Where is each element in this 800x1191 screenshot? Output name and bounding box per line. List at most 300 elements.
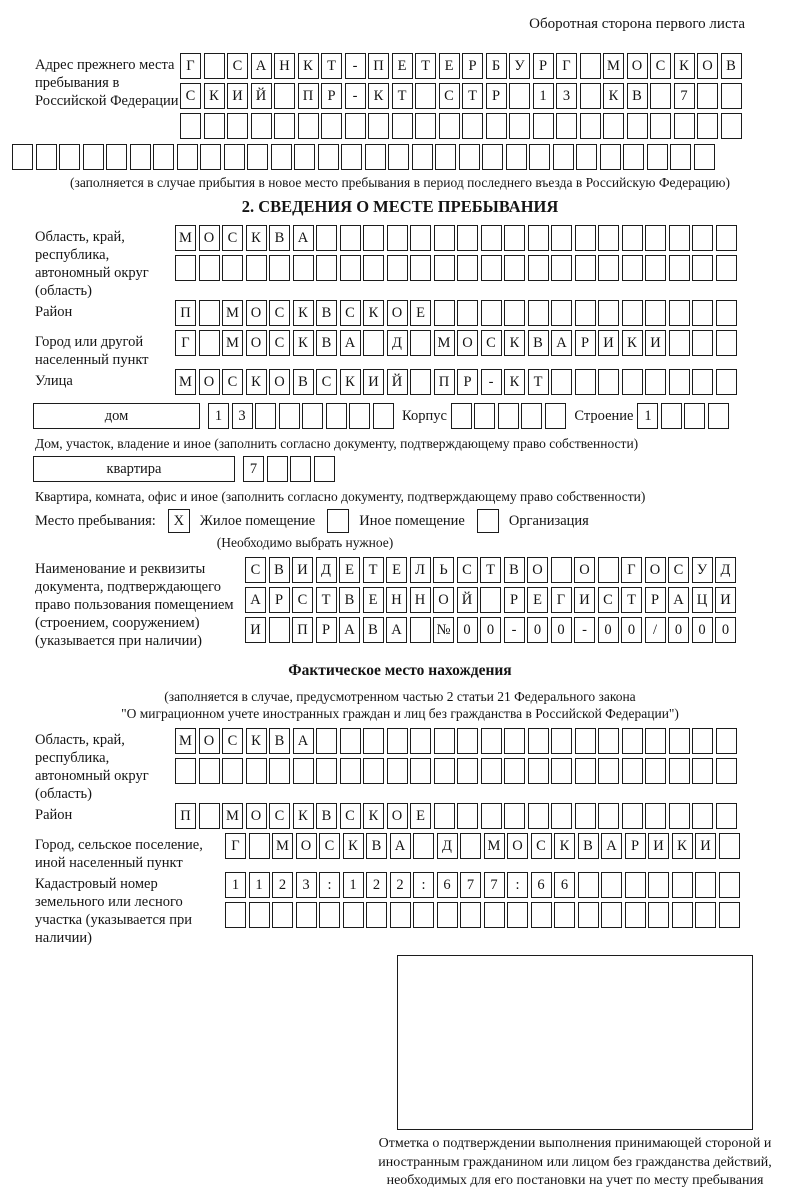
char-box[interactable]: Е [392,53,413,79]
char-box[interactable]: М [222,300,243,326]
char-box[interactable] [457,225,478,251]
char-box[interactable] [363,330,384,356]
char-box[interactable] [274,113,295,139]
char-box[interactable] [413,902,434,928]
char-box[interactable] [551,803,572,829]
char-box[interactable]: П [292,617,313,643]
char-box[interactable] [410,617,431,643]
char-box[interactable] [708,403,729,429]
char-box[interactable] [695,872,716,898]
char-box[interactable] [529,144,550,170]
char-box[interactable] [314,456,335,482]
char-box[interactable]: О [457,330,478,356]
char-box[interactable]: О [574,557,595,583]
char-box[interactable] [648,902,669,928]
char-box[interactable] [645,728,666,754]
char-box[interactable]: Н [386,587,407,613]
char-box[interactable]: С [316,369,337,395]
char-box[interactable]: Р [486,83,507,109]
char-box[interactable] [180,113,201,139]
char-box[interactable] [200,144,221,170]
char-box[interactable]: В [504,557,525,583]
char-box[interactable]: 7 [674,83,695,109]
char-box[interactable] [294,144,315,170]
char-box[interactable] [598,225,619,251]
char-box[interactable] [316,255,337,281]
char-box[interactable]: К [246,225,267,251]
char-box[interactable] [222,758,243,784]
char-box[interactable] [412,144,433,170]
char-box[interactable] [623,144,644,170]
char-box[interactable] [669,330,690,356]
char-box[interactable] [269,255,290,281]
char-box[interactable] [319,902,340,928]
char-box[interactable]: 6 [531,872,552,898]
char-box[interactable] [434,728,455,754]
char-box[interactable] [318,144,339,170]
char-box[interactable] [669,803,690,829]
char-box[interactable] [316,758,337,784]
char-box[interactable]: Г [225,833,246,859]
char-box[interactable] [622,803,643,829]
char-box[interactable] [692,330,713,356]
char-box[interactable] [645,300,666,326]
char-box[interactable]: 0 [715,617,736,643]
char-box[interactable] [460,902,481,928]
char-box[interactable]: П [298,83,319,109]
char-box[interactable] [554,902,575,928]
char-box[interactable]: Р [625,833,646,859]
char-box[interactable] [672,902,693,928]
char-box[interactable] [460,833,481,859]
char-box[interactable] [481,803,502,829]
char-box[interactable]: Р [316,617,337,643]
char-box[interactable] [387,728,408,754]
char-box[interactable] [199,300,220,326]
char-box[interactable]: О [645,557,666,583]
char-box[interactable]: Т [321,53,342,79]
char-box[interactable]: 0 [527,617,548,643]
char-box[interactable] [670,144,691,170]
char-box[interactable] [481,225,502,251]
char-box[interactable]: А [551,330,572,356]
char-box[interactable] [484,902,505,928]
char-box[interactable] [506,144,527,170]
char-box[interactable]: В [316,803,337,829]
char-box[interactable] [482,144,503,170]
char-box[interactable]: О [269,369,290,395]
char-box[interactable] [204,53,225,79]
char-box[interactable]: : [413,872,434,898]
char-box[interactable]: А [340,330,361,356]
char-box[interactable]: Г [556,53,577,79]
char-box[interactable]: И [648,833,669,859]
char-box[interactable] [246,255,267,281]
char-box[interactable] [645,369,666,395]
char-box[interactable] [669,225,690,251]
char-box[interactable] [410,369,431,395]
char-box[interactable]: 0 [480,617,501,643]
char-box[interactable] [290,456,311,482]
char-box[interactable]: С [269,803,290,829]
char-box[interactable] [83,144,104,170]
char-box[interactable]: С [222,728,243,754]
char-box[interactable]: 1 [225,872,246,898]
char-box[interactable] [553,144,574,170]
char-box[interactable]: 1 [208,403,229,429]
char-box[interactable]: Р [462,53,483,79]
char-box[interactable]: А [293,225,314,251]
char-box[interactable] [551,557,572,583]
char-box[interactable] [175,255,196,281]
char-box[interactable] [340,728,361,754]
char-box[interactable] [650,83,671,109]
char-box[interactable] [247,144,268,170]
char-box[interactable] [365,144,386,170]
char-box[interactable]: С [457,557,478,583]
char-box[interactable]: К [204,83,225,109]
char-box[interactable] [106,144,127,170]
char-box[interactable]: В [363,617,384,643]
char-box[interactable] [410,225,431,251]
char-box[interactable]: 0 [551,617,572,643]
char-box[interactable]: Й [457,587,478,613]
char-box[interactable]: В [269,557,290,583]
char-box[interactable]: П [175,803,196,829]
char-box[interactable]: К [672,833,693,859]
char-box[interactable] [692,758,713,784]
char-box[interactable] [578,902,599,928]
char-box[interactable] [601,902,622,928]
char-box[interactable]: П [368,53,389,79]
char-box[interactable] [580,83,601,109]
char-box[interactable] [410,728,431,754]
char-box[interactable]: 2 [366,872,387,898]
char-box[interactable]: Д [387,330,408,356]
char-box[interactable]: И [245,617,266,643]
char-box[interactable]: Н [274,53,295,79]
char-box[interactable] [366,902,387,928]
char-box[interactable]: М [603,53,624,79]
char-box[interactable]: С [222,225,243,251]
char-box[interactable] [486,113,507,139]
char-box[interactable] [669,300,690,326]
char-box[interactable]: О [246,803,267,829]
char-box[interactable] [575,758,596,784]
char-box[interactable] [269,758,290,784]
char-box[interactable]: И [645,330,666,356]
char-box[interactable]: И [598,330,619,356]
char-box[interactable] [267,456,288,482]
char-box[interactable] [175,758,196,784]
char-box[interactable] [251,113,272,139]
char-box[interactable] [507,902,528,928]
char-box[interactable]: - [345,83,366,109]
char-box[interactable] [451,403,472,429]
char-box[interactable] [650,113,671,139]
char-box[interactable] [551,728,572,754]
char-box[interactable]: Т [392,83,413,109]
char-box[interactable]: 7 [484,872,505,898]
char-box[interactable] [504,758,525,784]
char-box[interactable] [388,144,409,170]
char-box[interactable] [719,902,740,928]
char-box[interactable] [625,902,646,928]
char-box[interactable] [575,369,596,395]
char-box[interactable] [296,902,317,928]
char-box[interactable]: Е [410,803,431,829]
char-box[interactable] [59,144,80,170]
char-box[interactable]: № [433,617,454,643]
char-box[interactable]: Р [645,587,666,613]
char-box[interactable]: Р [575,330,596,356]
char-box[interactable]: О [246,300,267,326]
char-box[interactable]: 0 [457,617,478,643]
char-box[interactable]: - [574,617,595,643]
char-box[interactable]: Л [410,557,431,583]
char-box[interactable] [697,113,718,139]
char-box[interactable] [345,113,366,139]
char-box[interactable] [598,758,619,784]
char-box[interactable]: А [293,728,314,754]
char-box[interactable]: К [293,803,314,829]
char-box[interactable] [457,255,478,281]
char-box[interactable]: И [715,587,736,613]
char-box[interactable] [349,403,370,429]
char-box[interactable] [12,144,33,170]
char-box[interactable]: 2 [272,872,293,898]
char-box[interactable]: К [246,369,267,395]
char-box[interactable] [716,803,737,829]
char-box[interactable]: С [650,53,671,79]
char-box[interactable] [603,113,624,139]
char-box[interactable] [437,902,458,928]
char-box[interactable] [457,728,478,754]
char-box[interactable]: А [390,833,411,859]
char-box[interactable]: Г [175,330,196,356]
stay-type-checkbox-other-premises[interactable] [327,509,349,533]
char-box[interactable] [648,872,669,898]
char-box[interactable] [222,255,243,281]
char-box[interactable] [575,225,596,251]
char-box[interactable]: М [272,833,293,859]
char-box[interactable] [674,113,695,139]
char-box[interactable] [521,403,542,429]
char-box[interactable] [481,255,502,281]
char-box[interactable]: 3 [296,872,317,898]
char-box[interactable] [551,255,572,281]
char-box[interactable]: С [481,330,502,356]
char-box[interactable] [316,225,337,251]
char-box[interactable] [645,255,666,281]
char-box[interactable] [481,758,502,784]
char-box[interactable] [692,369,713,395]
char-box[interactable] [204,113,225,139]
char-box[interactable]: О [199,369,220,395]
char-box[interactable] [373,403,394,429]
char-box[interactable] [504,728,525,754]
char-box[interactable]: Т [528,369,549,395]
char-box[interactable] [269,617,290,643]
char-box[interactable] [598,300,619,326]
char-box[interactable]: 7 [460,872,481,898]
char-box[interactable] [274,83,295,109]
char-box[interactable] [647,144,668,170]
char-box[interactable] [716,369,737,395]
char-box[interactable] [528,728,549,754]
char-box[interactable]: : [507,872,528,898]
char-box[interactable] [622,758,643,784]
char-box[interactable]: У [692,557,713,583]
char-box[interactable]: Р [504,587,525,613]
char-box[interactable] [298,113,319,139]
char-box[interactable] [459,144,480,170]
char-box[interactable] [279,403,300,429]
char-box[interactable] [716,728,737,754]
char-box[interactable]: С [180,83,201,109]
char-box[interactable]: Е [410,300,431,326]
char-box[interactable] [410,255,431,281]
char-box[interactable]: С [245,557,266,583]
char-box[interactable] [721,83,742,109]
char-box[interactable] [692,225,713,251]
char-box[interactable] [719,833,740,859]
char-box[interactable] [528,300,549,326]
char-box[interactable] [509,83,530,109]
char-box[interactable]: С [292,587,313,613]
char-box[interactable]: О [199,728,220,754]
char-box[interactable] [130,144,151,170]
char-box[interactable] [684,403,705,429]
char-box[interactable]: В [627,83,648,109]
char-box[interactable] [551,369,572,395]
char-box[interactable] [692,803,713,829]
char-box[interactable] [551,300,572,326]
char-box[interactable]: Й [387,369,408,395]
char-box[interactable] [627,113,648,139]
char-box[interactable] [551,758,572,784]
char-box[interactable]: П [434,369,455,395]
char-box[interactable] [434,758,455,784]
char-box[interactable] [227,113,248,139]
char-box[interactable]: В [269,728,290,754]
char-box[interactable]: В [316,300,337,326]
char-box[interactable]: К [293,330,314,356]
char-box[interactable]: К [340,369,361,395]
char-box[interactable] [580,53,601,79]
char-box[interactable] [669,728,690,754]
char-box[interactable] [545,403,566,429]
char-box[interactable]: А [601,833,622,859]
char-box[interactable]: С [531,833,552,859]
char-box[interactable]: / [645,617,666,643]
char-box[interactable]: И [363,369,384,395]
char-box[interactable] [692,255,713,281]
char-box[interactable]: С [668,557,689,583]
char-box[interactable]: О [627,53,648,79]
char-box[interactable]: Д [316,557,337,583]
char-box[interactable] [575,803,596,829]
char-box[interactable] [622,225,643,251]
char-box[interactable] [600,144,621,170]
char-box[interactable] [387,255,408,281]
char-box[interactable]: С [340,300,361,326]
char-box[interactable]: 1 [343,872,364,898]
char-box[interactable] [368,113,389,139]
char-box[interactable]: В [339,587,360,613]
char-box[interactable]: А [251,53,272,79]
char-box[interactable]: Е [386,557,407,583]
char-box[interactable]: В [578,833,599,859]
char-box[interactable] [457,803,478,829]
char-box[interactable] [326,403,347,429]
char-box[interactable]: А [339,617,360,643]
char-box[interactable] [392,113,413,139]
char-box[interactable] [528,803,549,829]
char-box[interactable] [457,300,478,326]
char-box[interactable] [645,225,666,251]
char-box[interactable] [716,758,737,784]
char-box[interactable] [199,330,220,356]
char-box[interactable] [694,144,715,170]
char-box[interactable]: Г [621,557,642,583]
char-box[interactable]: Н [410,587,431,613]
char-box[interactable] [390,902,411,928]
char-box[interactable]: С [319,833,340,859]
char-box[interactable] [434,225,455,251]
char-box[interactable] [462,113,483,139]
char-box[interactable] [363,225,384,251]
char-box[interactable]: Р [533,53,554,79]
char-box[interactable] [343,902,364,928]
char-box[interactable]: К [603,83,624,109]
char-box[interactable] [199,758,220,784]
char-box[interactable]: 3 [556,83,577,109]
stay-type-checkbox-residential[interactable]: X [168,509,190,533]
char-box[interactable] [225,902,246,928]
char-box[interactable] [575,300,596,326]
char-box[interactable] [341,144,362,170]
char-box[interactable]: К [622,330,643,356]
char-box[interactable] [504,255,525,281]
char-box[interactable] [224,144,245,170]
char-box[interactable]: В [316,330,337,356]
char-box[interactable]: 2 [390,872,411,898]
char-box[interactable] [36,144,57,170]
char-box[interactable]: Е [339,557,360,583]
char-box[interactable]: К [246,728,267,754]
char-box[interactable] [363,758,384,784]
char-box[interactable]: К [293,300,314,326]
char-box[interactable]: И [695,833,716,859]
char-box[interactable] [625,872,646,898]
char-box[interactable]: О [246,330,267,356]
char-box[interactable]: Т [363,557,384,583]
char-box[interactable]: О [507,833,528,859]
char-box[interactable]: М [175,728,196,754]
char-box[interactable] [410,330,431,356]
char-box[interactable]: О [296,833,317,859]
char-box[interactable] [716,330,737,356]
char-box[interactable] [249,833,270,859]
char-box[interactable] [528,225,549,251]
char-box[interactable]: Г [180,53,201,79]
char-box[interactable] [246,758,267,784]
char-box[interactable]: Й [251,83,272,109]
char-box[interactable] [272,902,293,928]
char-box[interactable]: С [340,803,361,829]
char-box[interactable] [695,902,716,928]
